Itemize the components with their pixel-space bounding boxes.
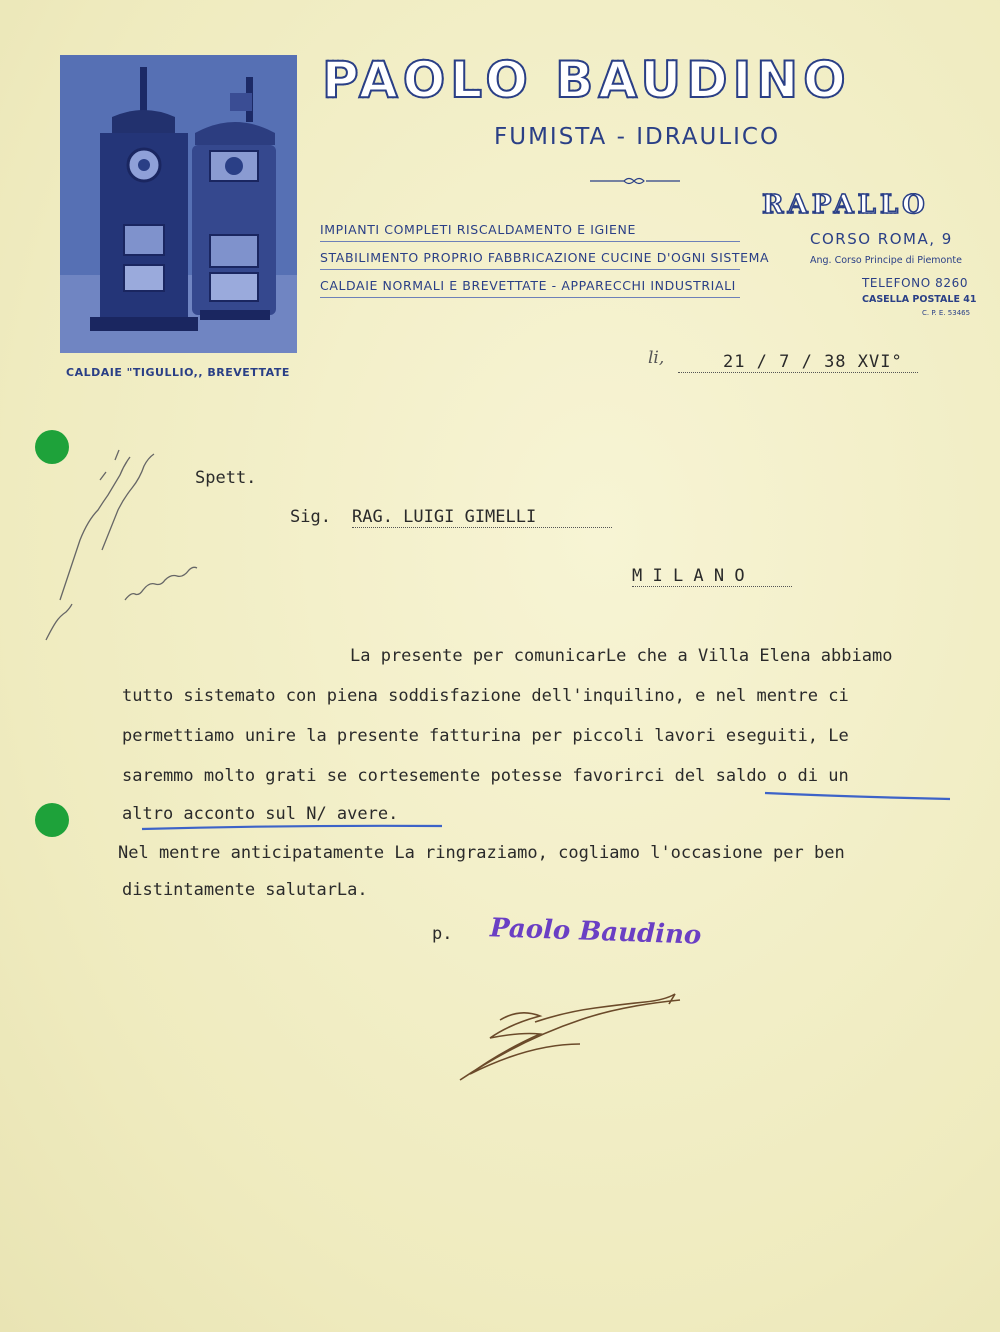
recipient-prefix: Sig. xyxy=(290,507,331,527)
letter-date xyxy=(678,352,918,373)
handwritten-signature xyxy=(440,980,720,1100)
body-line: tutto sistemato con piena soddisfazione dell'inquilino, e nel mentre ci xyxy=(122,686,849,706)
boilers-photo xyxy=(60,55,297,353)
signature-prefix: p. xyxy=(432,924,453,944)
service-line: CALDAIE NORMALI E BREVETTATE - APPARECCHI INDUSTRIALI xyxy=(320,276,740,298)
binder-hole xyxy=(35,803,69,837)
company-address: CORSO ROMA, 9 xyxy=(810,230,953,248)
body-line: La presente per comunicarLe che a Villa Elena abbiamo xyxy=(350,646,893,666)
service-line: STABILIMENTO PROPRIO FABBRICAZIONE CUCINE D'OGNI SISTEMA xyxy=(320,248,740,270)
company-cpe: C. P. E. 53465 xyxy=(922,309,971,317)
pencil-underline-marks xyxy=(140,785,960,835)
photo-caption: CALDAIE "TIGULLIO,, BREVETTATE xyxy=(66,366,290,379)
body-line: altro acconto sul N/ avere. xyxy=(122,804,399,824)
salutation: Spett. xyxy=(195,468,257,488)
recipient-name: RAG. LUIGI GIMELLI xyxy=(352,507,612,528)
letter-date-value: 21 / 7 / 38 XVI° xyxy=(722,352,903,372)
company-city: RAPALLO xyxy=(762,190,929,220)
ornament-divider xyxy=(590,172,680,191)
company-po-box: CASELLA POSTALE 41 xyxy=(862,294,977,305)
services-list xyxy=(320,220,770,304)
body-line: distintamente salutarLa. xyxy=(122,880,368,900)
company-name: PAOLO BAUDINO xyxy=(322,51,851,109)
address-note: Ang. Corso Principe di Piemonte xyxy=(810,255,962,266)
body-line: saremmo molto grati se cortesemente potesse favorirci del saldo o di un xyxy=(122,766,849,786)
recipient-city: M I L A N O xyxy=(632,566,792,587)
company-trade: FUMISTA - IDRAULICO xyxy=(494,124,781,150)
date-prefix: li, xyxy=(648,348,665,368)
company-telephone: TELEFONO 8260 xyxy=(862,276,969,290)
company-signature-stamp: Paolo Baudino xyxy=(489,913,702,951)
service-line: IMPIANTI COMPLETI RISCALDAMENTO E IGIENE xyxy=(320,220,740,242)
margin-handwritten-notes xyxy=(40,420,240,664)
body-line: Nel mentre anticipatamente La ringraziamo, cogliamo l'occasione per ben xyxy=(118,843,845,863)
body-line: permettiamo unire la presente fatturina per piccoli lavori eseguiti, Le xyxy=(122,726,849,746)
